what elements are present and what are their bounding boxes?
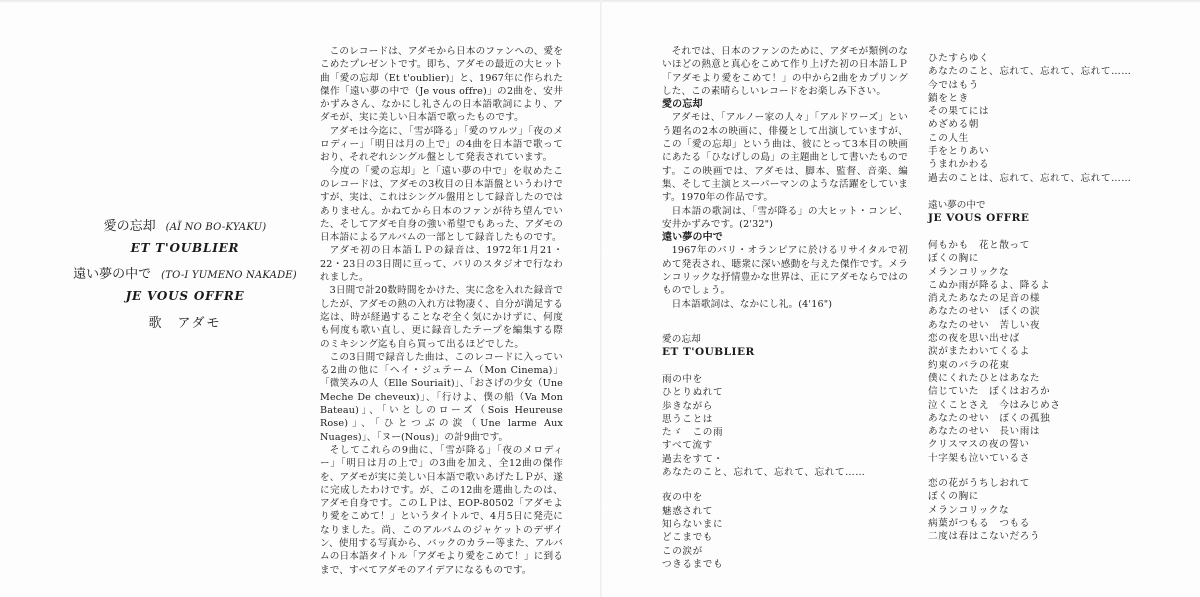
lyric-line: めざめる朝 [928, 119, 979, 131]
lyric-line: 知らないまに [662, 518, 724, 530]
song1-title [60, 218, 310, 256]
lyrics-stanza [928, 239, 1128, 465]
notes-paragraph: アダモは今迄に、「雪が降る」「愛のワルツ」「夜のメロディー」「明日は月の上で」の4曲を日本語で歌っており、それぞれシングル盤として発表されています。 [320, 125, 563, 164]
lyric-line: つきるまでも [662, 558, 724, 570]
song1-lyrics-title-jp: 愛の忘却 [662, 333, 701, 345]
notes-paragraph: 3日間で計20数時間をかけた、実に念を入れた録音でしたが、アダモの熱の入れ方は物凄く、自分が満足する迄は、時が経過することなぞ全く気にかけずに、何度も何度も歌い直し、更に録音したテープを編集する際のミキシング迄も自ら買って出るほどでした。 [320, 285, 563, 350]
song2-lyrics-title-jp: 遠い夢の中で [928, 199, 986, 211]
song1-title-jp: 愛の忘却 [103, 219, 156, 234]
lyric-line: 僕にくれたひとはあなた [928, 372, 1041, 384]
lyric-line: 歩きながら [662, 400, 713, 412]
lyric-line: 魅惑されて [662, 505, 713, 517]
lyric-line: うまれかわる [928, 159, 990, 171]
notes-paragraph: このレコードは、アダモから日本のファンへの、愛をこめたプレゼントです。即ち、アダモの最近の大ヒット曲「愛の忘却（Et t'oublier)」と、1967年に作られた傑作「遠い夢の中で（Je vous offre)」の2曲を、安井かずみさん、なかにし礼さんの日本語歌詞により、アダモが、実に美しい日本語で歌ったものです。 [320, 46, 563, 124]
lyric-line: 恋の夜を思い出せば [928, 333, 1020, 345]
lyric-line: 消えたあなたの足音の様 [928, 293, 1041, 305]
lyric-line: あなたのせい ぼくの孤独 [928, 412, 1051, 424]
lyric-line: 夜の中を [662, 492, 703, 504]
title-block [60, 218, 310, 332]
lyric-line: ひとりぬれて [662, 387, 724, 399]
lyrics-stanza [928, 477, 1128, 543]
lyric-line: 過去のことは、忘れて、忘れて、忘れて…… [928, 172, 1132, 184]
lyric-line: あなたのこと、忘れて、忘れて、忘れて…… [928, 66, 1132, 78]
lyric-line: ぼくの胸に [928, 253, 979, 265]
notes-right-column [662, 45, 908, 571]
lyric-line: 病葉がつもる つもる [928, 517, 1030, 529]
lyric-line: 信じていた ぼくはおろか [928, 386, 1051, 398]
notes-paragraph: アダモ初の日本語ＬＰの録音は、1972年1月21・22・23日の3日間に亘って、パリのスタジオで行なわれました。 [320, 245, 563, 284]
notes-paragraph: 日本語歌詞は、なかにし礼。(4'16") [671, 298, 833, 310]
lyrics-column [928, 52, 1132, 544]
center-fold [600, 0, 602, 597]
lyric-line: 今ではもう [928, 79, 979, 91]
lyric-line: ぼくの胸に [928, 491, 979, 503]
lyric-line: 手をとりあい [928, 146, 990, 158]
lyric-line: たゞ この雨 [662, 427, 724, 439]
lyric-line: メランコリックな [928, 504, 1010, 516]
singer-credit [60, 316, 310, 332]
lyric-line: あなたのせい 苦しい夜 [928, 319, 1041, 331]
song2-title-fr: JE VOUS OFFRE [125, 289, 245, 303]
lyric-line: 恋の花がうちしおれて [928, 478, 1030, 490]
lyric-line: 鎖をとき [928, 92, 969, 104]
lyric-line: あなたのせい 長い雨は [928, 426, 1041, 438]
song1-lyrics-title-fr: ET T'OUBLIER [662, 345, 755, 358]
lyric-line: クリスマスの夜の誓い [928, 439, 1030, 451]
song2-lyrics-title-fr: JE VOUS OFFRE [928, 211, 1030, 224]
lyric-line: あなたのこと、忘れて、忘れて、忘れて…… [662, 467, 866, 479]
lyric-line: 思うことは [662, 413, 713, 425]
notes-intro: それでは、日本のファンのために、アダモが類例のないほどの熱意と真心をこめて作り上げた初の日本語ＬＰ「アダモより愛をこめて！」の中から2曲をカプリングした、この素晴らしいレコードをお楽しみ下さい。 [662, 46, 908, 97]
song2-title-romaji: (TO-I YUMENO NAKADE) [161, 270, 297, 281]
lyric-line: この涙が [662, 545, 703, 557]
notes-paragraph: 1967年のパリ・オランピアに於けるリサイタルで初めて発表され、聴衆に深い感動を与えた傑作です。メランコリックな抒情豊かな世界は、正にアダモならではのものでしょう。 [662, 245, 908, 297]
lyric-line: メランコリックな [928, 266, 1010, 278]
notes-paragraph: この3日間で録音した曲は、このレコードに入っている2曲の他に「ヘイ・ジュテーム（Mon Cinema)」「微笑みの人（Elle Souriait)」、「おさげの少女（Une Meche De cheveux)」、「行けよ、僕の船（Va Mon Bateau)」、「いとしのローズ（Sois Heureuse Rose)」、「ひとつぶの涙（Une larme Aux Nuages)」、「ヌー(Nous)」の計9曲です。 [320, 351, 563, 443]
notes-paragraph: 今度の「愛の忘却」と「遠い夢の中で」を収めたこのレコードは、アダモの3枚目の日本語盤というわけですが、実は、これはシングル盤用として録音したのではありません。かねてから日本のファンが待ち望んでいた、そしてアダモ自身の強い希望でもあった、アダモの日本語によるアルバムの一部として録音したものです。 [320, 165, 563, 244]
song1-title-romaji: (AÏ NO BO-KYAKU) [165, 222, 267, 233]
singer-label: 歌 [148, 316, 164, 331]
lyric-line: 十字架も泣いているさ [928, 452, 1030, 464]
section-heading-song1: 愛の忘却 [662, 99, 703, 111]
section-heading-song2: 遠い夢の中で [662, 232, 723, 244]
lyrics-stanza [662, 373, 908, 479]
song2-title-jp: 遠い夢の中で [73, 267, 152, 282]
lyrics-stanza [662, 491, 908, 571]
song1-lyrics [662, 333, 908, 571]
lyric-line: 二度は春はこないだろう [928, 531, 1041, 543]
lyric-line: 泣くことさえ 今はみじめさ [928, 399, 1061, 411]
lyric-line: こぬか雨が降るよ、降るよ [928, 279, 1051, 291]
lyric-line: どこまでも [662, 532, 713, 544]
lyric-line: 涙がまたわいてくるよ [928, 346, 1030, 358]
lyric-line: ひたすらゆく [928, 53, 990, 64]
lyrics-stanza [928, 52, 1132, 185]
singer-name: アダモ [177, 316, 222, 331]
lyric-line: 雨の中を [662, 373, 703, 385]
notes-paragraph: 日本語の歌詞は、「雪が降る」の大ヒット・コンビ、安井かずみです。(2'32") [662, 205, 908, 230]
lyric-line: 何もかも 花と散って [928, 239, 1030, 251]
notes-left-column [320, 45, 563, 577]
lyric-line: すべて流す [662, 440, 713, 452]
notes-paragraph: そしてこれらの9曲に、「雪が降る」「夜のメロディー」「明日は月の上で」の3曲を加え、全12曲の傑作を、アダモが実に美しい日本語で歌いあげたＬＰが、遂に完成したわけです。が、この12曲を選曲したのは、アダモ自身です。このＬＰは、EOP-80502「アダモより愛をこめて！」というタイトルで、4月5日に発売になりました。尚、このアルバムのジャケットのデザイン、使用する写真から、バックのカラー等また、アルバムの日本語タイトル「アダモより愛をこめて！」に到るまで、すべてアダモのアイデアになるものです。 [320, 444, 563, 576]
song1-title-fr: ET T'OUBLIER [130, 241, 240, 255]
lyric-line: あなたのせい ぼくの涙 [928, 306, 1041, 318]
song2-lyrics [928, 199, 1128, 544]
lyric-line: この人生 [928, 132, 969, 144]
lyric-line: 過去をすて・ [662, 453, 724, 465]
notes-paragraph: アダモは、「アルノー家の人々」「アルドワーズ」という題名の2本の映画に、俳優として出演していますが、この「愛の忘却」という曲は、彼にとって3本目の映画にあたる「ひなげしの島」の主題曲として書いたものです。この映画では、アダモは、脚本、監督、音楽、編集、そして主演とスーパーマンのような活躍をしています。1970年の作品です。 [662, 112, 908, 204]
song2-title [60, 266, 310, 304]
lyric-line: 約束のバラの花束 [928, 359, 1010, 371]
lyric-line: その果てには [928, 106, 990, 118]
